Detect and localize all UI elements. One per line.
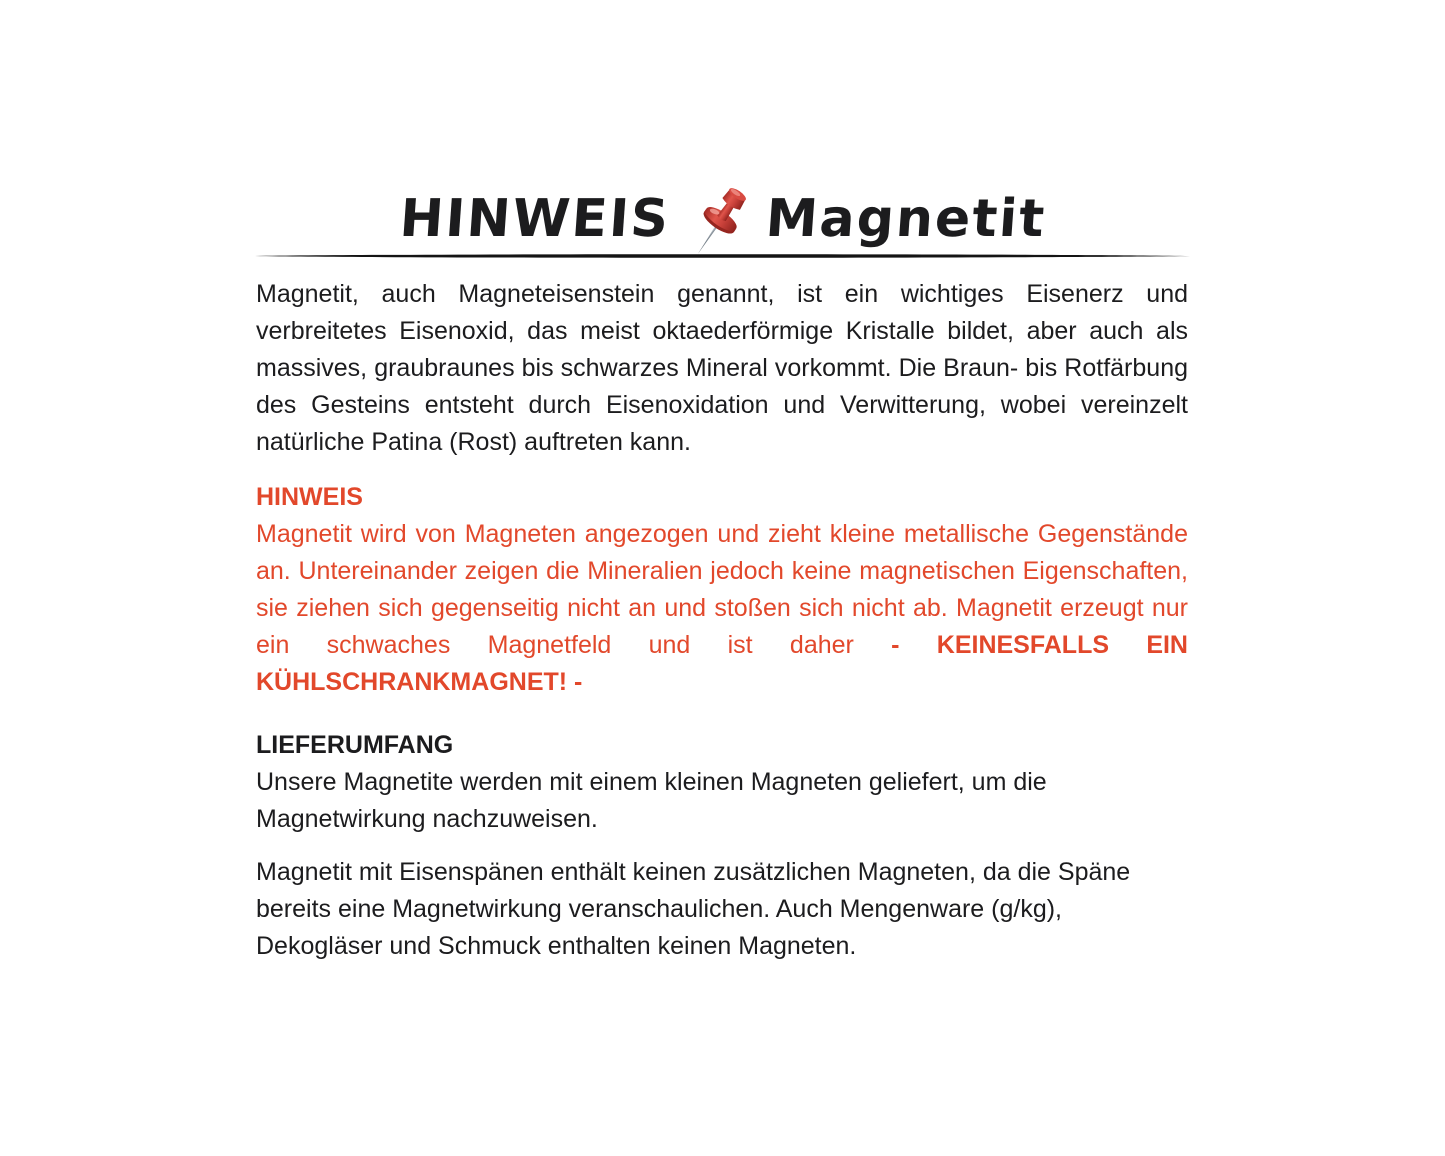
lieferumfang-section [256, 727, 1188, 965]
lieferumfang-heading: LIEFERUMFANG [256, 731, 454, 759]
intro-paragraph: Magnetit, auch Magneteisenstein genannt, ist ein wichtiges Eisenerz und verbreitetes Eisenoxid, das meist oktaederförmige Kristalle bildet, aber auch als massives, graubraunes bis schwarzes Mineral vorkommt. Die Braun- bis Rotfärbung des Gesteins entsteht durch Eisenoxidation und Verwitterung, wobei vereinzelt natürliche Patina (Rost) auftreten kann. [256, 280, 1188, 456]
page-title-hinweis: HINWEIS [397, 189, 672, 249]
title-underline [255, 252, 1190, 260]
hinweis-heading: HINWEIS [256, 483, 363, 511]
lieferumfang-paragraph-2: Magnetit mit Eisenspänen enthält keinen zusätzlichen Magneten, da die Späne bereits eine Magnetwirkung veranschaulichen. Auch Mengenware (g/kg), Dekogläser und Schmuck enthalten keinen Magneten. [256, 858, 1131, 960]
page-header [0, 176, 1445, 262]
hinweis-body-text: Magnetit wird von Magneten angezogen und zieht kleine metallische Gegenstände an. Untereinander zeigen die Mineralien jedoch keine magnetischen Eigenschaften, sie ziehen sich gegenseitig nicht an und stoßen sich nicht ab. Magnetit erzeugt nur ein schwaches Magnetfeld und ist daher [256, 520, 1188, 659]
title-row [397, 176, 1048, 262]
hinweis-emphasis-text: - KEINESFALLS EIN KÜHLSCHRANKMAGNET! - [256, 631, 1188, 696]
page-title-magnetit: Magnetit [763, 189, 1048, 249]
lieferumfang-paragraph-1: Unsere Magnetite werden mit einem kleinen Magneten geliefert, um die Magnetwirkung nachzuweisen. [256, 768, 1047, 833]
content [256, 276, 1188, 965]
hinweis-section [256, 479, 1188, 701]
hinweis-paragraph [256, 516, 1188, 701]
